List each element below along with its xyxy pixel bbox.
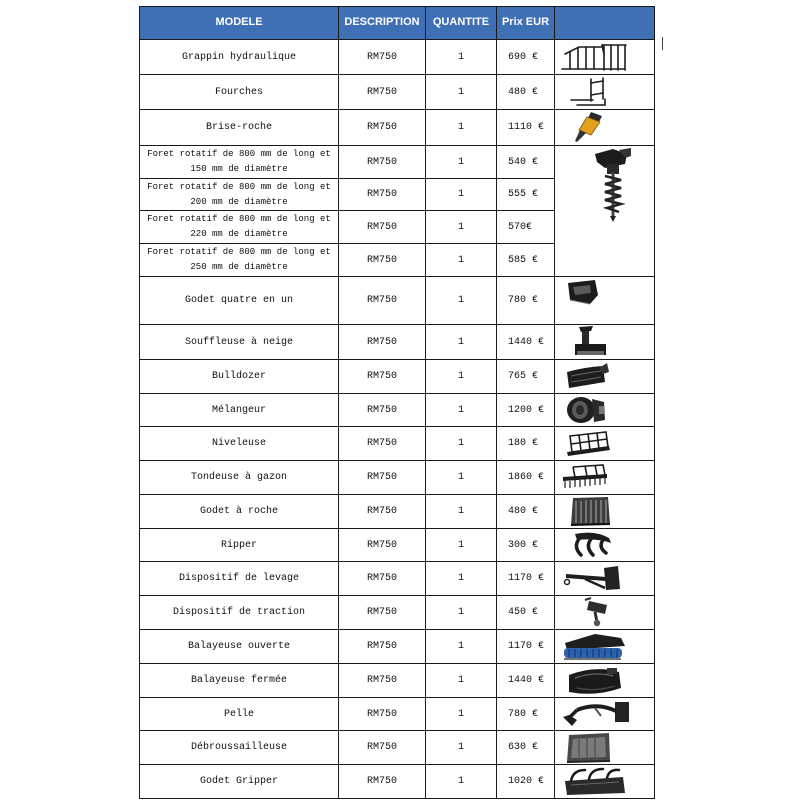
price-cell xyxy=(497,40,554,74)
closed-sweeper-image xyxy=(555,664,654,697)
text-cursor xyxy=(662,37,663,50)
price-text: 555 € xyxy=(508,189,539,200)
model-cell xyxy=(140,110,338,145)
price-text: 300 € xyxy=(508,539,539,551)
description-text: RM750 xyxy=(366,404,397,416)
price-text: 540 € xyxy=(508,156,539,168)
four-in-one-bucket-image xyxy=(555,277,654,307)
description-text: RM750 xyxy=(366,776,397,787)
price-text: 780 € xyxy=(508,708,539,720)
description-text: RM750 xyxy=(366,506,397,517)
price-cell xyxy=(497,75,554,109)
description-text: RM750 xyxy=(366,438,397,449)
description-text: RM750 xyxy=(366,156,397,168)
header-quantity-label: QUANTITE xyxy=(432,15,490,28)
model-text: Dispositif de levage xyxy=(178,573,300,584)
image-cell xyxy=(555,146,654,276)
quantity-text: 1 xyxy=(457,156,464,168)
model-cell xyxy=(140,325,338,359)
model-text: Foret rotatif de 800 mm de long et 150 mm de diamètre xyxy=(147,149,331,174)
price-cell xyxy=(497,664,554,697)
model-cell xyxy=(140,75,338,109)
model-text: Foret rotatif de 800 mm de long et 250 mm de diamètre xyxy=(147,247,331,272)
quantity-text: 1 xyxy=(457,336,464,348)
image-cell xyxy=(555,325,654,359)
description-cell xyxy=(339,75,425,109)
price-text: 1170 € xyxy=(508,573,545,584)
description-cell xyxy=(339,40,425,74)
price-cell xyxy=(497,765,554,798)
description-text: RM750 xyxy=(366,51,397,63)
price-cell xyxy=(497,427,554,460)
description-text: RM750 xyxy=(366,295,397,306)
price-text: 480 € xyxy=(508,506,539,517)
price-text: 450 € xyxy=(508,607,539,618)
description-cell xyxy=(339,529,425,561)
quantity-cell xyxy=(426,360,496,393)
description-cell xyxy=(339,277,425,324)
quantity-cell xyxy=(426,562,496,595)
price-cell xyxy=(497,360,554,393)
header-price-label: Prix EUR xyxy=(501,15,550,28)
description-text: RM750 xyxy=(366,573,397,584)
description-text: RM750 xyxy=(366,641,397,652)
quantity-text: 1 xyxy=(457,506,464,517)
quantity-cell xyxy=(426,765,496,798)
description-text: RM750 xyxy=(366,539,397,551)
hydraulic-breaker-image xyxy=(555,110,654,145)
description-cell xyxy=(339,110,425,145)
image-cell xyxy=(555,110,654,145)
lifting-jib-image xyxy=(555,562,654,595)
quantity-text: 1 xyxy=(457,404,464,416)
quantity-cell xyxy=(426,731,496,764)
brush-cutter-image xyxy=(555,731,654,764)
model-cell xyxy=(140,461,338,494)
quantity-text: 1 xyxy=(457,371,464,382)
price-text: 570€ xyxy=(508,221,533,233)
description-cell xyxy=(339,179,425,210)
pallet-forks-image xyxy=(555,75,654,109)
price-cell xyxy=(497,529,554,561)
price-cell xyxy=(497,630,554,663)
model-text: Balayeuse ouverte xyxy=(187,641,291,652)
model-text: Foret rotatif de 800 mm de long et 200 mm de diamètre xyxy=(147,181,331,207)
description-cell xyxy=(339,698,425,730)
tow-hitch-image xyxy=(555,596,654,629)
quantity-text: 1 xyxy=(457,472,464,483)
image-cell xyxy=(555,277,654,324)
description-text: RM750 xyxy=(366,708,397,720)
price-cell xyxy=(497,179,554,210)
price-text: 1170 € xyxy=(508,641,545,652)
backhoe-image xyxy=(555,698,654,730)
model-text: Bulldozer xyxy=(211,371,266,382)
quantity-text: 1 xyxy=(457,573,464,584)
image-cell xyxy=(555,461,654,494)
model-cell xyxy=(140,277,338,324)
model-text: Niveleuse xyxy=(211,438,266,449)
price-cell xyxy=(497,325,554,359)
model-text: Balayeuse fermée xyxy=(190,675,287,686)
model-cell xyxy=(140,427,338,460)
quantity-cell xyxy=(426,698,496,730)
landscape-rake-image xyxy=(555,461,654,494)
price-cell xyxy=(497,596,554,629)
image-cell xyxy=(555,698,654,730)
model-text: Souffleuse à neige xyxy=(184,336,294,348)
quantity-cell xyxy=(426,277,496,324)
description-cell xyxy=(339,360,425,393)
price-text: 1110 € xyxy=(508,122,545,133)
image-cell xyxy=(555,765,654,798)
quantity-cell xyxy=(426,495,496,528)
quantity-text: 1 xyxy=(457,295,464,306)
image-cell xyxy=(555,427,654,460)
concrete-mixer-image xyxy=(555,394,654,426)
description-text: RM750 xyxy=(366,221,397,233)
model-text: Débroussailleuse xyxy=(190,742,287,753)
quantity-cell xyxy=(426,461,496,494)
image-cell xyxy=(555,394,654,426)
rock-bucket-image xyxy=(555,495,654,528)
description-cell xyxy=(339,244,425,276)
description-cell xyxy=(339,211,425,243)
model-cell xyxy=(140,698,338,730)
quantity-text: 1 xyxy=(457,122,464,133)
quantity-cell xyxy=(426,394,496,426)
quantity-text: 1 xyxy=(457,776,464,787)
description-text: RM750 xyxy=(366,675,397,686)
quantity-text: 1 xyxy=(457,539,464,551)
price-text: 630 € xyxy=(508,742,539,753)
description-text: RM750 xyxy=(366,371,397,382)
price-text: 780 € xyxy=(508,295,539,306)
image-cell xyxy=(555,731,654,764)
model-text: Fourches xyxy=(214,86,263,98)
quantity-text: 1 xyxy=(457,708,464,720)
image-cell xyxy=(555,562,654,595)
model-cell xyxy=(140,731,338,764)
quantity-text: 1 xyxy=(457,86,464,98)
price-cell xyxy=(497,394,554,426)
hydraulic-grapple-image xyxy=(555,40,654,74)
quantity-cell xyxy=(426,75,496,109)
model-text: Pelle xyxy=(223,708,254,720)
price-cell xyxy=(497,211,554,243)
price-text: 765 € xyxy=(508,371,539,382)
description-cell xyxy=(339,394,425,426)
model-cell xyxy=(140,244,338,276)
image-cell xyxy=(555,664,654,697)
image-cell xyxy=(555,360,654,393)
image-cell xyxy=(555,40,654,74)
model-cell xyxy=(140,562,338,595)
description-text: RM750 xyxy=(366,742,397,753)
model-cell xyxy=(140,495,338,528)
gripper-bucket-image xyxy=(555,765,654,798)
description-cell xyxy=(339,325,425,359)
header-description-label: DESCRIPTION xyxy=(344,15,420,28)
price-cell xyxy=(497,698,554,730)
description-text: RM750 xyxy=(366,607,397,618)
price-text: 690 € xyxy=(508,51,539,63)
header-model-label: MODELE xyxy=(215,15,263,28)
model-cell xyxy=(140,664,338,697)
price-cell xyxy=(497,277,554,324)
model-text: Godet à roche xyxy=(199,506,278,517)
model-cell xyxy=(140,40,338,74)
quantity-cell xyxy=(426,596,496,629)
quantity-cell xyxy=(426,529,496,561)
quantity-text: 1 xyxy=(457,641,464,652)
model-text: Foret rotatif de 800 mm de long et 220 mm de diamètre xyxy=(147,214,331,239)
land-leveler-image xyxy=(555,427,654,460)
ripper-image xyxy=(555,529,654,561)
description-cell xyxy=(339,731,425,764)
description-text: RM750 xyxy=(366,254,397,266)
model-text: Godet Gripper xyxy=(199,776,278,787)
image-cell xyxy=(555,495,654,528)
quantity-cell xyxy=(426,211,496,243)
quantity-text: 1 xyxy=(457,51,464,63)
model-cell xyxy=(140,630,338,663)
quantity-text: 1 xyxy=(457,675,464,686)
image-cell xyxy=(555,596,654,629)
price-text: 585 € xyxy=(508,254,539,266)
price-text: 1440 € xyxy=(508,336,545,348)
description-text: RM750 xyxy=(366,122,397,133)
price-cell xyxy=(497,110,554,145)
description-text: RM750 xyxy=(366,86,397,98)
description-text: RM750 xyxy=(366,336,397,348)
model-text: Dispositif de traction xyxy=(172,607,306,618)
quantity-cell xyxy=(426,110,496,145)
quantity-cell xyxy=(426,40,496,74)
price-text: 1200 € xyxy=(508,404,545,416)
model-text: Godet quatre en un xyxy=(184,295,294,306)
price-cell xyxy=(497,244,554,276)
model-text: Grappin hydraulique xyxy=(181,51,297,63)
model-text: Brise-roche xyxy=(205,122,272,133)
earth-auger-image xyxy=(555,146,654,224)
model-cell xyxy=(140,360,338,393)
description-cell xyxy=(339,427,425,460)
description-cell xyxy=(339,495,425,528)
model-cell xyxy=(140,596,338,629)
model-text: Tondeuse à gazon xyxy=(190,472,287,483)
model-text: Ripper xyxy=(220,539,257,551)
model-text: Mélangeur xyxy=(211,404,266,416)
description-cell xyxy=(339,562,425,595)
quantity-text: 1 xyxy=(457,254,464,266)
image-cell xyxy=(555,630,654,663)
description-text: RM750 xyxy=(366,472,397,483)
model-cell xyxy=(140,179,338,210)
quantity-cell xyxy=(426,146,496,178)
image-cell xyxy=(555,75,654,109)
price-text: 480 € xyxy=(508,86,539,98)
header-description xyxy=(339,7,425,39)
description-cell xyxy=(339,146,425,178)
quantity-text: 1 xyxy=(457,221,464,233)
description-cell xyxy=(339,461,425,494)
image-cell xyxy=(555,529,654,561)
quantity-cell xyxy=(426,630,496,663)
quantity-cell xyxy=(426,325,496,359)
description-cell xyxy=(339,630,425,663)
header-quantity xyxy=(426,7,496,39)
quantity-text: 1 xyxy=(457,607,464,618)
price-cell xyxy=(497,461,554,494)
price-text: 1020 € xyxy=(508,776,545,787)
bulldozer-blade-image xyxy=(555,360,654,393)
model-cell xyxy=(140,394,338,426)
price-cell xyxy=(497,146,554,178)
quantity-text: 1 xyxy=(457,742,464,753)
quantity-cell xyxy=(426,664,496,697)
open-sweeper-image xyxy=(555,630,654,663)
header-model xyxy=(140,7,338,39)
price-cell xyxy=(497,495,554,528)
description-text: RM750 xyxy=(366,189,397,200)
model-cell xyxy=(140,211,338,243)
model-cell xyxy=(140,765,338,798)
price-cell xyxy=(497,562,554,595)
description-cell xyxy=(339,664,425,697)
header-price xyxy=(497,7,554,39)
header-image xyxy=(555,7,654,39)
description-cell xyxy=(339,596,425,629)
description-cell xyxy=(339,765,425,798)
price-table xyxy=(139,6,655,799)
quantity-cell xyxy=(426,179,496,210)
model-cell xyxy=(140,529,338,561)
quantity-cell xyxy=(426,427,496,460)
model-cell xyxy=(140,146,338,178)
price-text: 1860 € xyxy=(508,472,545,483)
price-text: 180 € xyxy=(508,438,539,449)
quantity-text: 1 xyxy=(457,438,464,449)
quantity-cell xyxy=(426,244,496,276)
price-text: 1440 € xyxy=(508,675,545,686)
quantity-text: 1 xyxy=(457,189,464,200)
snow-blower-image xyxy=(555,325,654,359)
price-cell xyxy=(497,731,554,764)
